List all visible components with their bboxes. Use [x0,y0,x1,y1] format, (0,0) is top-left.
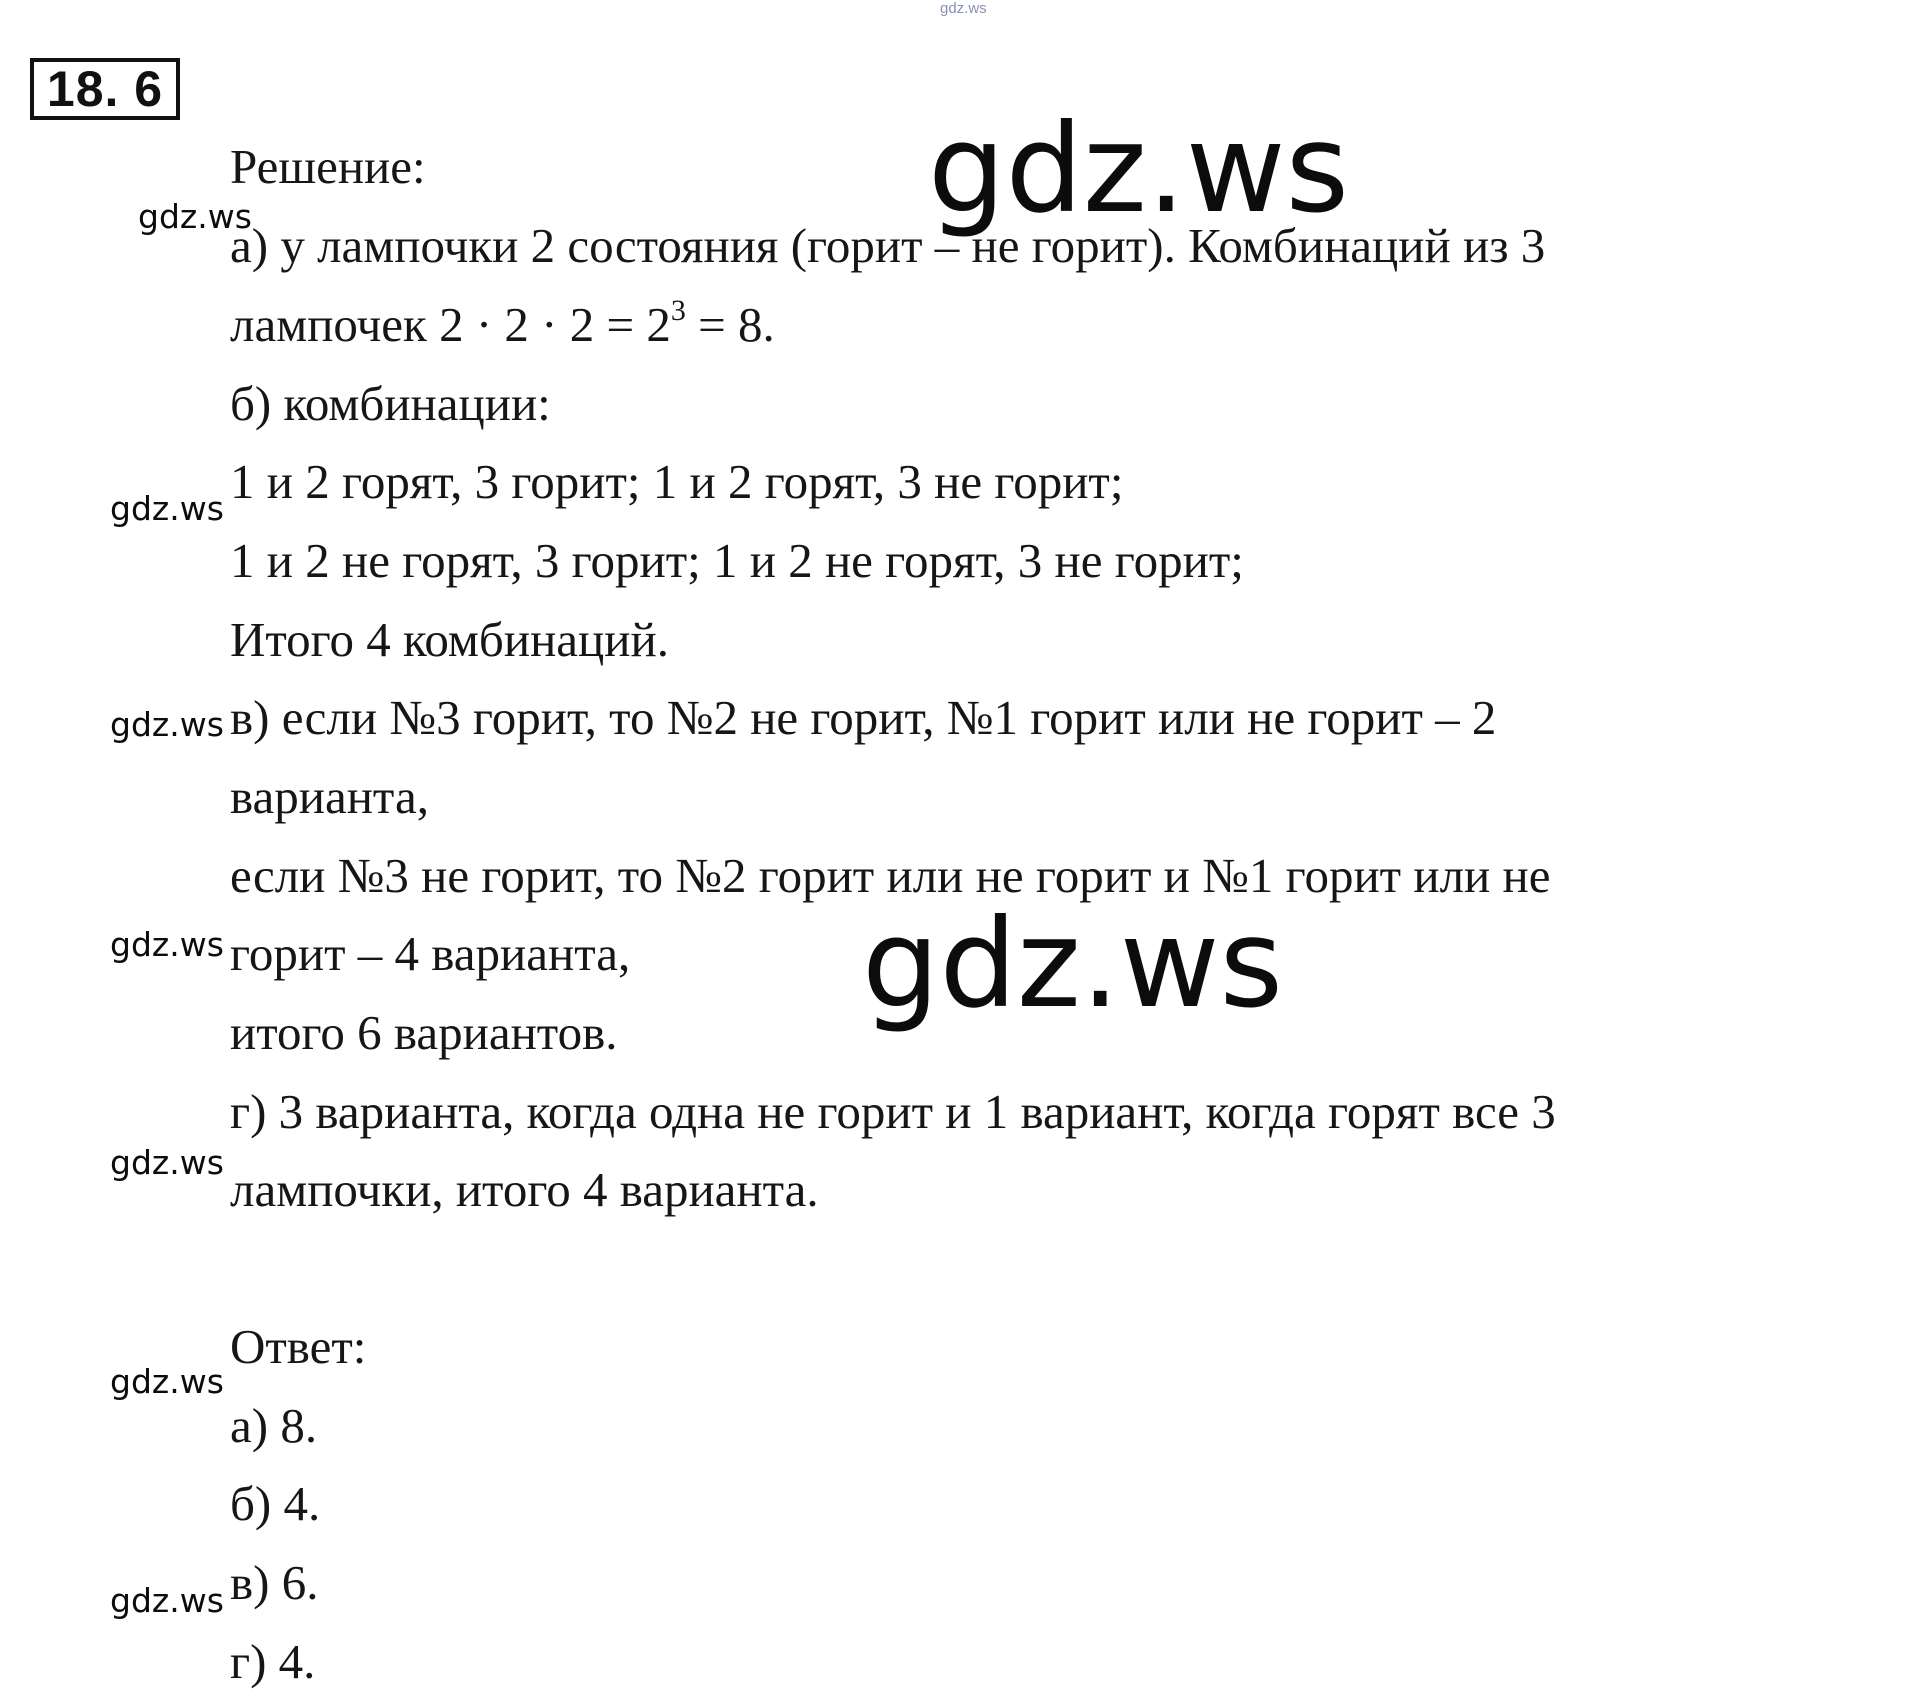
watermark-small: gdz.ws [110,705,224,744]
solution-line-v3: если №3 не горит, то №2 горит или не горит и №1 горит или не [230,848,1551,903]
solution-line-a1: а) у лампочки 2 состояния (горит – не горит). Комбинаций из 3 [230,218,1546,273]
solution-line-a2-text: лампочек 2 · 2 · 2 = 2 [230,297,671,352]
watermark-small: gdz.ws [110,1362,224,1401]
answer-a: а) 8. [230,1398,318,1453]
solution-line-v1: в) если №3 горит, то №2 не горит, №1 горит или не горит – 2 [230,690,1497,745]
solution-line-v2: варианта, [230,769,429,824]
watermark-large-top: gdz.ws [928,98,1350,240]
site-mark-top: gdz.ws [940,0,987,17]
answer-heading: Ответ: [230,1319,367,1374]
solution-line-b-head: б) комбинации: [230,376,551,431]
solution-line-v4: горит – 4 варианта, [230,926,631,981]
solution-heading: Решение: [230,139,426,194]
answer-b: б) 4. [230,1476,321,1531]
watermark-small: gdz.ws [110,489,224,528]
solution-line-b1: 1 и 2 горят, 3 горит; 1 и 2 горят, 3 не горит; [230,454,1124,509]
answer-v: в) 6. [230,1555,319,1610]
solution-line-a2-exponent: 3 [670,294,686,327]
solution-line-a2 [230,294,775,352]
solution-line-g1: г) 3 варианта, когда одна не горит и 1 вариант, когда горят все 3 [230,1084,1556,1139]
watermark-large-middle: gdz.ws [862,893,1284,1035]
solution-line-v5: итого 6 вариантов. [230,1005,618,1060]
watermark-small: gdz.ws [110,1581,224,1620]
answer-g: г) 4. [230,1634,316,1689]
solution-line-a2-tail: = 8. [685,297,775,352]
watermark-small: gdz.ws [110,925,224,964]
watermark-small: gdz.ws [138,197,252,236]
problem-number: 18. 6 [46,61,164,117]
watermark-small: gdz.ws [110,1143,224,1182]
solution-line-b3: Итого 4 комбинаций. [230,612,669,667]
solution-line-g2: лампочки, итого 4 варианта. [230,1162,819,1217]
problem-number-box [30,58,180,120]
solution-line-b2: 1 и 2 не горят, 3 горит; 1 и 2 не горят, 3 не горит; [230,533,1244,588]
